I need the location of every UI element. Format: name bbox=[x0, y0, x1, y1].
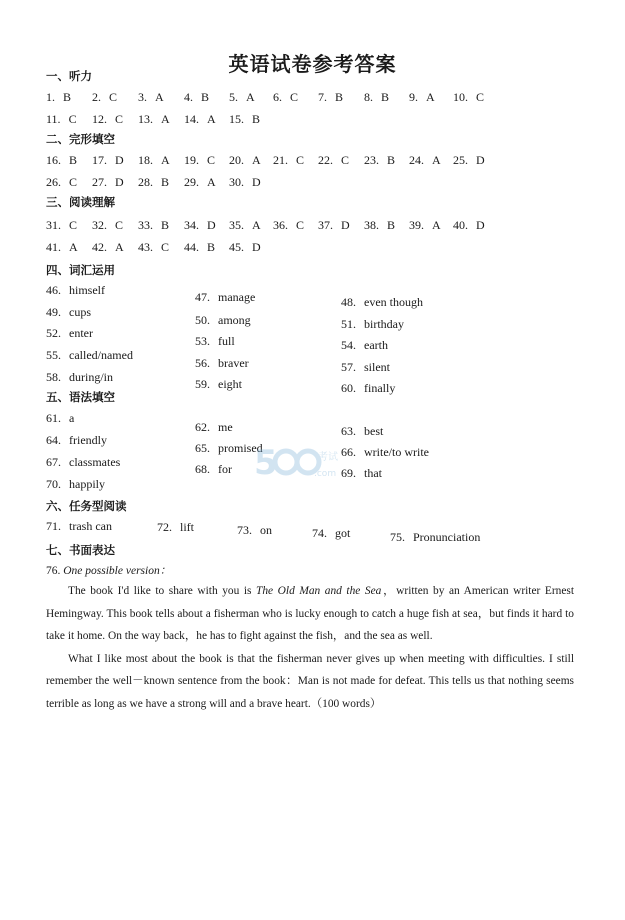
answer-value: A bbox=[246, 90, 255, 104]
page-title: 英语试卷参考答案 bbox=[228, 52, 397, 76]
answer-value: himself bbox=[69, 283, 105, 297]
answer-70 bbox=[46, 477, 105, 492]
question-number: 68. bbox=[195, 462, 210, 476]
question-number: 46. bbox=[46, 283, 61, 297]
question-number: 23. bbox=[364, 153, 379, 167]
answer-3 bbox=[138, 90, 164, 105]
answer-32 bbox=[92, 218, 123, 233]
answer-14 bbox=[184, 112, 216, 127]
essay-text bbox=[46, 580, 574, 715]
question-number: 61. bbox=[46, 411, 61, 425]
answer-73 bbox=[237, 523, 272, 538]
answer-value: finally bbox=[364, 381, 396, 395]
question-number: 49. bbox=[46, 305, 61, 319]
answer-value: during/in bbox=[69, 370, 113, 384]
answer-value: classmates bbox=[69, 455, 121, 469]
answer-value: Pronunciation bbox=[413, 530, 481, 544]
answer-64 bbox=[46, 433, 107, 448]
answer-value: A bbox=[161, 112, 170, 126]
answer-value: C bbox=[161, 240, 170, 254]
question-number: 30. bbox=[229, 175, 244, 189]
answer-value: trash can bbox=[69, 519, 112, 533]
question-number: 53. bbox=[195, 334, 210, 348]
question-number: 17. bbox=[92, 153, 107, 167]
answer-22 bbox=[318, 153, 349, 168]
question-number: 25. bbox=[453, 153, 468, 167]
answer-43 bbox=[138, 240, 169, 255]
answer-value: manage bbox=[218, 290, 256, 304]
question-number: 32. bbox=[92, 218, 107, 232]
answer-value: A bbox=[432, 153, 441, 167]
answer-2 bbox=[92, 90, 117, 105]
answer-34 bbox=[184, 218, 216, 233]
answer-59 bbox=[195, 377, 242, 392]
question-number: 60. bbox=[341, 381, 356, 395]
question-number: 42. bbox=[92, 240, 107, 254]
answer-value: that bbox=[364, 466, 382, 480]
question-number: 22. bbox=[318, 153, 333, 167]
answer-value: D bbox=[341, 218, 350, 232]
essay-paragraph-2: What I like most about the book is that the fisherman never gives up when meeting with difficulties. I still remember the well－known sentence from the book：Man is not made for defeat. This tells us that nothing seems terrible as long as we have a strong will and a brave heart.（100 words） bbox=[46, 652, 574, 710]
answer-value: on bbox=[260, 523, 272, 537]
answer-8 bbox=[364, 90, 389, 105]
answer-19 bbox=[184, 153, 215, 168]
answer-40 bbox=[453, 218, 485, 233]
answer-7 bbox=[318, 90, 343, 105]
answer-36 bbox=[273, 218, 304, 233]
answer-value: B bbox=[381, 90, 390, 104]
answer-35 bbox=[229, 218, 261, 233]
question-number: 39. bbox=[409, 218, 424, 232]
essay-paragraph-1: The book I'd like to share with you is The Old Man and the Sea，written by an American writer Ernest Hemingway. This book tells about a fisherman who is lucky enough to catch a huge fish at sea，but finds it hard to take it home. On the way back，he has to fight against the fish，and the sea as well. bbox=[46, 585, 574, 642]
question-number: 12. bbox=[92, 112, 107, 126]
answer-value: B bbox=[335, 90, 344, 104]
answer-9 bbox=[409, 90, 435, 105]
answer-38 bbox=[364, 218, 395, 233]
question-number: 28. bbox=[138, 175, 153, 189]
answer-10 bbox=[453, 90, 484, 105]
question-number: 45. bbox=[229, 240, 244, 254]
answer-value: C bbox=[296, 153, 305, 167]
question-number: 35. bbox=[229, 218, 244, 232]
question-number: 24. bbox=[409, 153, 424, 167]
question-number: 48. bbox=[341, 295, 356, 309]
question-number: 10. bbox=[453, 90, 468, 104]
question-number: 9. bbox=[409, 90, 418, 104]
answer-value: C bbox=[476, 90, 485, 104]
answer-value: B bbox=[207, 240, 216, 254]
question-number: 18. bbox=[138, 153, 153, 167]
answer-60 bbox=[341, 381, 395, 396]
question-number: 8. bbox=[364, 90, 373, 104]
answer-25 bbox=[453, 153, 485, 168]
answer-27 bbox=[92, 175, 124, 190]
answer-value: C bbox=[69, 218, 78, 232]
section-heading-writing: 七、书面表达 bbox=[46, 543, 115, 557]
question-number: 34. bbox=[184, 218, 199, 232]
question-number: 15. bbox=[229, 112, 244, 126]
answer-37 bbox=[318, 218, 350, 233]
answer-51 bbox=[341, 317, 404, 332]
answer-75 bbox=[390, 530, 480, 545]
question-number: 59. bbox=[195, 377, 210, 391]
answer-value: A bbox=[161, 153, 170, 167]
answer-48 bbox=[341, 295, 423, 310]
answer-value: C bbox=[115, 218, 124, 232]
question-number: 19. bbox=[184, 153, 199, 167]
question-number: 52. bbox=[46, 326, 61, 340]
answer-value: C bbox=[68, 112, 77, 126]
answer-49 bbox=[46, 305, 91, 320]
section-heading-listening: 一、听力 bbox=[46, 69, 92, 83]
answer-26 bbox=[46, 175, 77, 190]
question-number: 20. bbox=[229, 153, 244, 167]
section-heading-vocabulary: 四、词汇运用 bbox=[46, 263, 115, 277]
answer-52 bbox=[46, 326, 93, 341]
question-number: 67. bbox=[46, 455, 61, 469]
answer-value: even though bbox=[364, 295, 423, 309]
watermark-sub: .com bbox=[314, 469, 337, 479]
answer-value: A bbox=[426, 90, 435, 104]
answer-value: promised bbox=[218, 441, 263, 455]
question-number: 43. bbox=[138, 240, 153, 254]
answer-28 bbox=[138, 175, 169, 190]
question-number: 33. bbox=[138, 218, 153, 232]
answer-17 bbox=[92, 153, 124, 168]
answer-53 bbox=[195, 334, 235, 349]
answer-value: A bbox=[207, 175, 216, 189]
answer-41 bbox=[46, 240, 78, 255]
question-number: 13. bbox=[138, 112, 153, 126]
answer-74 bbox=[312, 526, 350, 541]
answer-value: earth bbox=[364, 338, 388, 352]
answer-value: B bbox=[387, 153, 396, 167]
answer-12 bbox=[92, 112, 123, 127]
answer-value: full bbox=[218, 334, 235, 348]
answer-value: enter bbox=[69, 326, 93, 340]
answer-value: C bbox=[109, 90, 118, 104]
answer-value: B bbox=[387, 218, 396, 232]
answer-value: me bbox=[218, 420, 233, 434]
question-number: 56. bbox=[195, 356, 210, 370]
answer-value: among bbox=[218, 313, 251, 327]
question-number: 36. bbox=[273, 218, 288, 232]
answer-value: C bbox=[296, 218, 305, 232]
question-number: 1. bbox=[46, 90, 55, 104]
question-number: 6. bbox=[273, 90, 282, 104]
answer-55 bbox=[46, 348, 133, 363]
question-number: 41. bbox=[46, 240, 61, 254]
question-number: 54. bbox=[341, 338, 356, 352]
answer-23 bbox=[364, 153, 395, 168]
answer-50 bbox=[195, 313, 251, 328]
answer-5 bbox=[229, 90, 255, 105]
answer-44 bbox=[184, 240, 215, 255]
answer-value: best bbox=[364, 424, 384, 438]
answer-value: B bbox=[161, 218, 170, 232]
answer-value: a bbox=[69, 411, 75, 425]
section-heading-cloze: 二、完形填空 bbox=[46, 132, 115, 146]
answer-value: A bbox=[155, 90, 164, 104]
answer-value: A bbox=[115, 240, 124, 254]
answer-value: A bbox=[207, 112, 216, 126]
book-title: The Old Man and the Sea bbox=[256, 585, 382, 597]
answer-68 bbox=[195, 462, 232, 477]
answer-value: happily bbox=[69, 477, 105, 491]
question-number: 27. bbox=[92, 175, 107, 189]
question-number: 70. bbox=[46, 477, 61, 491]
answer-39 bbox=[409, 218, 441, 233]
question-number: 29. bbox=[184, 175, 199, 189]
answer-46 bbox=[46, 283, 105, 298]
section-heading-grammar: 五、语法填空 bbox=[46, 390, 115, 404]
question-number: 65. bbox=[195, 441, 210, 455]
question-number: 44. bbox=[184, 240, 199, 254]
answer-1 bbox=[46, 90, 71, 105]
question-number: 62. bbox=[195, 420, 210, 434]
answer-value: B bbox=[201, 90, 210, 104]
answer-value: lift bbox=[180, 520, 194, 534]
question-number: 31. bbox=[46, 218, 61, 232]
answer-value: C bbox=[207, 153, 216, 167]
answer-value: D bbox=[207, 218, 216, 232]
answer-71 bbox=[46, 519, 112, 534]
answer-value: C bbox=[290, 90, 299, 104]
question-number: 55. bbox=[46, 348, 61, 362]
essay-label: 76. One possible version： bbox=[46, 565, 172, 577]
question-number: 5. bbox=[229, 90, 238, 104]
answer-66 bbox=[341, 445, 429, 460]
section-heading-reading: 三、阅读理解 bbox=[46, 195, 115, 209]
question-number: 3. bbox=[138, 90, 147, 104]
answer-value: eight bbox=[218, 377, 242, 391]
answer-42 bbox=[92, 240, 124, 255]
answer-20 bbox=[229, 153, 261, 168]
answer-4 bbox=[184, 90, 209, 105]
answer-value: D bbox=[115, 153, 124, 167]
answer-value: birthday bbox=[364, 317, 404, 331]
answer-value: B bbox=[252, 112, 261, 126]
question-number: 7. bbox=[318, 90, 327, 104]
answer-value: A bbox=[252, 153, 261, 167]
answer-67 bbox=[46, 455, 120, 470]
answer-13 bbox=[138, 112, 170, 127]
answer-value: C bbox=[115, 112, 124, 126]
answer-value: write/to write bbox=[364, 445, 429, 459]
answer-62 bbox=[195, 420, 233, 435]
question-number: 73. bbox=[237, 523, 252, 537]
svg-text:5: 5 bbox=[254, 443, 278, 483]
answer-11 bbox=[46, 112, 77, 127]
answer-value: A bbox=[252, 218, 261, 232]
section-heading-task-reading: 六、任务型阅读 bbox=[46, 499, 127, 513]
question-number: 11. bbox=[46, 112, 61, 126]
answer-72 bbox=[157, 520, 194, 535]
question-number: 58. bbox=[46, 370, 61, 384]
answer-31 bbox=[46, 218, 77, 233]
answer-value: C bbox=[69, 175, 78, 189]
answer-30 bbox=[229, 175, 261, 190]
question-number: 47. bbox=[195, 290, 210, 304]
watermark-text: 考试 bbox=[318, 452, 338, 463]
question-number: 16. bbox=[46, 153, 61, 167]
answer-29 bbox=[184, 175, 216, 190]
answer-24 bbox=[409, 153, 441, 168]
question-number: 2. bbox=[92, 90, 101, 104]
question-number: 72. bbox=[157, 520, 172, 534]
question-number: 74. bbox=[312, 526, 327, 540]
question-number: 37. bbox=[318, 218, 333, 232]
answer-6 bbox=[273, 90, 298, 105]
watermark-logo bbox=[252, 438, 342, 486]
answer-value: braver bbox=[218, 356, 249, 370]
answer-value: silent bbox=[364, 360, 390, 374]
question-number: 64. bbox=[46, 433, 61, 447]
answer-58 bbox=[46, 370, 113, 385]
answer-63 bbox=[341, 424, 383, 439]
answer-value: D bbox=[252, 240, 261, 254]
question-number: 75. bbox=[390, 530, 405, 544]
answer-value: got bbox=[335, 526, 351, 540]
answer-69 bbox=[341, 466, 382, 481]
answer-value: called/named bbox=[69, 348, 133, 362]
question-number: 51. bbox=[341, 317, 356, 331]
answer-value: A bbox=[432, 218, 441, 232]
question-number: 71. bbox=[46, 519, 61, 533]
answer-value: B bbox=[69, 153, 78, 167]
question-number: 63. bbox=[341, 424, 356, 438]
answer-value: D bbox=[476, 153, 485, 167]
question-number: 26. bbox=[46, 175, 61, 189]
answer-45 bbox=[229, 240, 261, 255]
answer-value: B bbox=[63, 90, 72, 104]
answer-16 bbox=[46, 153, 77, 168]
answer-56 bbox=[195, 356, 249, 371]
answer-15 bbox=[229, 112, 260, 127]
question-number: 4. bbox=[184, 90, 193, 104]
answer-21 bbox=[273, 153, 304, 168]
answer-value: D bbox=[476, 218, 485, 232]
question-number: 40. bbox=[453, 218, 468, 232]
answer-18 bbox=[138, 153, 170, 168]
answer-value: for bbox=[218, 462, 232, 476]
answer-value: A bbox=[69, 240, 78, 254]
answer-value: B bbox=[161, 175, 170, 189]
question-number: 50. bbox=[195, 313, 210, 327]
question-number: 69. bbox=[341, 466, 356, 480]
answer-61 bbox=[46, 411, 74, 426]
question-number: 21. bbox=[273, 153, 288, 167]
answer-value: cups bbox=[69, 305, 91, 319]
answer-value: D bbox=[252, 175, 261, 189]
answer-33 bbox=[138, 218, 169, 233]
answer-54 bbox=[341, 338, 388, 353]
answer-57 bbox=[341, 360, 390, 375]
answer-value: friendly bbox=[69, 433, 107, 447]
question-number: 57. bbox=[341, 360, 356, 374]
answer-value: D bbox=[115, 175, 124, 189]
answer-47 bbox=[195, 290, 255, 305]
question-number: 14. bbox=[184, 112, 199, 126]
question-number: 66. bbox=[341, 445, 356, 459]
question-number: 38. bbox=[364, 218, 379, 232]
answer-value: C bbox=[341, 153, 350, 167]
